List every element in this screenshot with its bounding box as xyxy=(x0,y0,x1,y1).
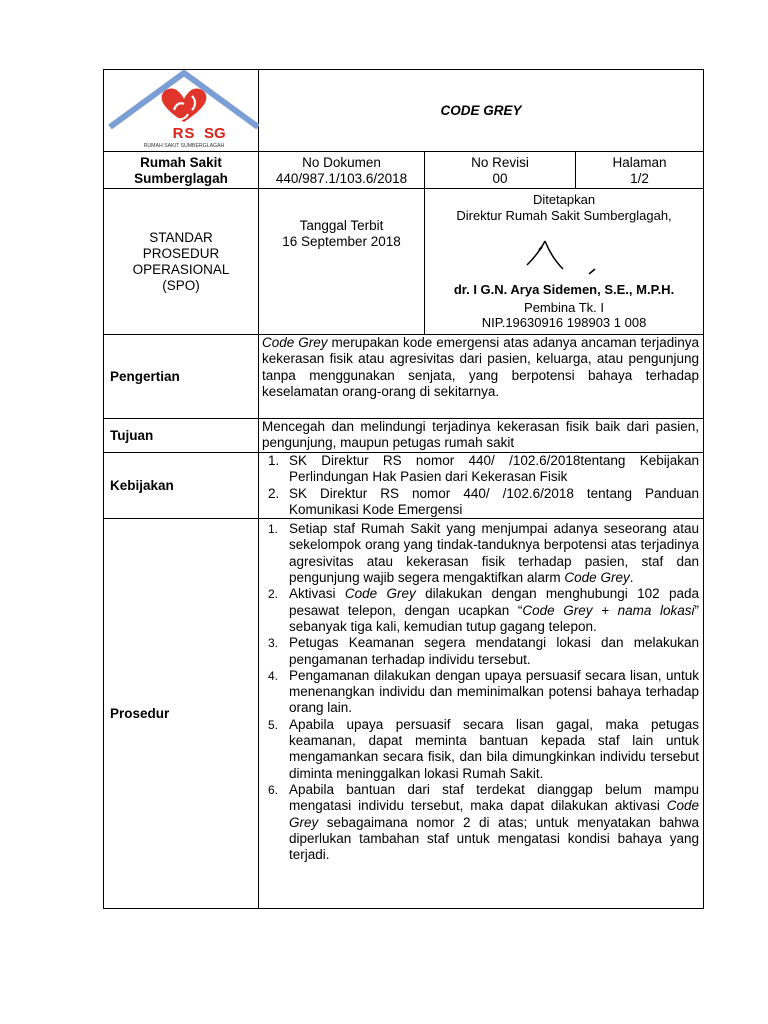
approver-rank: Pembina Tk. I xyxy=(524,299,604,315)
doc-number-label: No Dokumen xyxy=(302,155,381,170)
page-label: Halaman xyxy=(612,155,667,170)
prosedur-item: 5. Apabila upaya persuasif secara lisan gagal, maka petugas keamanan, dapat meminta bantuan kepada staf lain untuk mengamankan secara fisik, dan bila dimungkinkan individu tersebut diminta meninggalkan lokasi Rumah Sakit. xyxy=(268,716,700,781)
hospital-name-line1: Rumah Sakit xyxy=(140,155,222,170)
spo-line1: STANDAR xyxy=(149,229,213,245)
prosedur-item: 1. Setiap staf Rumah Sakit yang menjumpai adanya seseorang atau sekelompok orang yang tindak-tanduknya berpotensi atas terjadinya agresivitas atau kekerasan fisik terhadap pasien, staf dan pengunjung wajib segera mengaktifkan alarm Code Grey. xyxy=(268,521,700,586)
logo-subtext: RUMAH SAKIT SUMBERGLAGAH xyxy=(143,143,225,149)
svg-text:SG: SG xyxy=(204,125,226,142)
approver-nip: NIP.19630916 198903 1 008 xyxy=(481,315,647,330)
logo-text: RS xyxy=(172,125,196,142)
doc-number-cell xyxy=(259,152,425,189)
title-cell xyxy=(259,70,704,152)
revision-label: No Revisi xyxy=(471,155,529,170)
document-title: CODE GREY xyxy=(440,102,522,118)
doc-number-value: 440/987.1/103.6/2018 xyxy=(275,171,408,186)
pengertian-label: Pengertian xyxy=(104,335,259,419)
approver-name: dr. I G.N. Arya Sidemen, S.E., M.P.H. xyxy=(453,282,675,297)
tujuan-text: Mencegah dan melindungi terjadinya kekerasan fisik baik dari pasien, pengunjung, maupun petugas rumah sakit xyxy=(259,419,704,453)
pengertian-text: Code Grey merupakan kode emergensi atas adanya ancaman terjadinya kekerasan fisik atau agresivitas dari pasien, keluarga, atau pengunjung tanpa menggunakan senjata, yang berpotensi bahaya terhadap keselamatan orang-orang di sekitarnya. xyxy=(259,335,704,419)
page-cell xyxy=(576,152,704,189)
hospital-name-line2: Sumberglagah xyxy=(134,171,228,186)
spo-document-table xyxy=(103,69,704,909)
spo-line2: PROSEDUR xyxy=(142,245,220,261)
tujuan-label: Tujuan xyxy=(104,419,259,453)
prosedur-item: 2. Aktivasi Code Grey dilakukan dengan menghubungi 102 pada pesawat telepon, dengan ucapkan “Code Grey + nama lokasi” sebanyak tiga kali, kemudian tutup gagang telepon. xyxy=(268,586,700,634)
page-value: 1/2 xyxy=(630,171,649,186)
issue-date-value: 16 September 2018 xyxy=(282,234,401,249)
hospital-logo xyxy=(104,70,259,151)
issue-date-label: Tanggal Terbit xyxy=(299,218,384,233)
prosedur-list xyxy=(262,521,699,863)
hospital-name xyxy=(104,152,259,189)
spo-label-cell xyxy=(104,189,259,335)
prosedur-item: 3. Petugas Keamanan segera mendatangi lokasi dan melakukan pengamanan terhadap individu tersebut. xyxy=(268,635,700,667)
prosedur-item: 6. Apabila bantuan dari staf terdekat dianggap belum mampu mengatasi individu tersebut, maka dapat dilakukan aktivasi Code Grey sebagaimana nomor 2 di atas; untuk menyatakan bahwa diperlukan tambahan staf untuk mengatasi kondisi bahaya yang terjadi. xyxy=(268,781,700,863)
spo-line4: (SPO) xyxy=(162,277,200,293)
approved-label: Ditetapkan xyxy=(532,192,596,207)
issue-date-cell xyxy=(259,189,425,335)
revision-value: 00 xyxy=(492,171,508,186)
kebijakan-list-cell xyxy=(259,453,704,519)
kebijakan-item: 2. SK Direktur RS nomor 440/ /102.6/2018 tentang Panduan Komunikasi Kode Emergensi xyxy=(268,485,700,517)
prosedur-list-cell xyxy=(259,519,704,909)
kebijakan-list xyxy=(262,453,699,518)
prosedur-item: 4. Pengamanan dilakukan dengan upaya persuasif secara lisan, untuk menenangkan individu dan meminimalkan potensi bahaya terhadap orang lain. xyxy=(268,667,700,716)
revision-cell xyxy=(425,152,576,189)
prosedur-label: Prosedur xyxy=(104,519,259,909)
signature-image xyxy=(525,235,605,285)
kebijakan-item: 1. SK Direktur RS nomor 440/ /102.6/2018tentang Kebijakan Perlindungan Hak Pasien dari Kekerasan Fisik xyxy=(268,453,700,485)
spo-line3: OPERASIONAL xyxy=(132,261,230,277)
logo-cell xyxy=(104,70,259,152)
pengertian-term: Code Grey xyxy=(262,335,328,350)
approval-cell xyxy=(425,189,704,335)
kebijakan-label: Kebijakan xyxy=(104,453,259,519)
approver-title: Direktur Rumah Sakit Sumberglagah, xyxy=(456,207,672,223)
